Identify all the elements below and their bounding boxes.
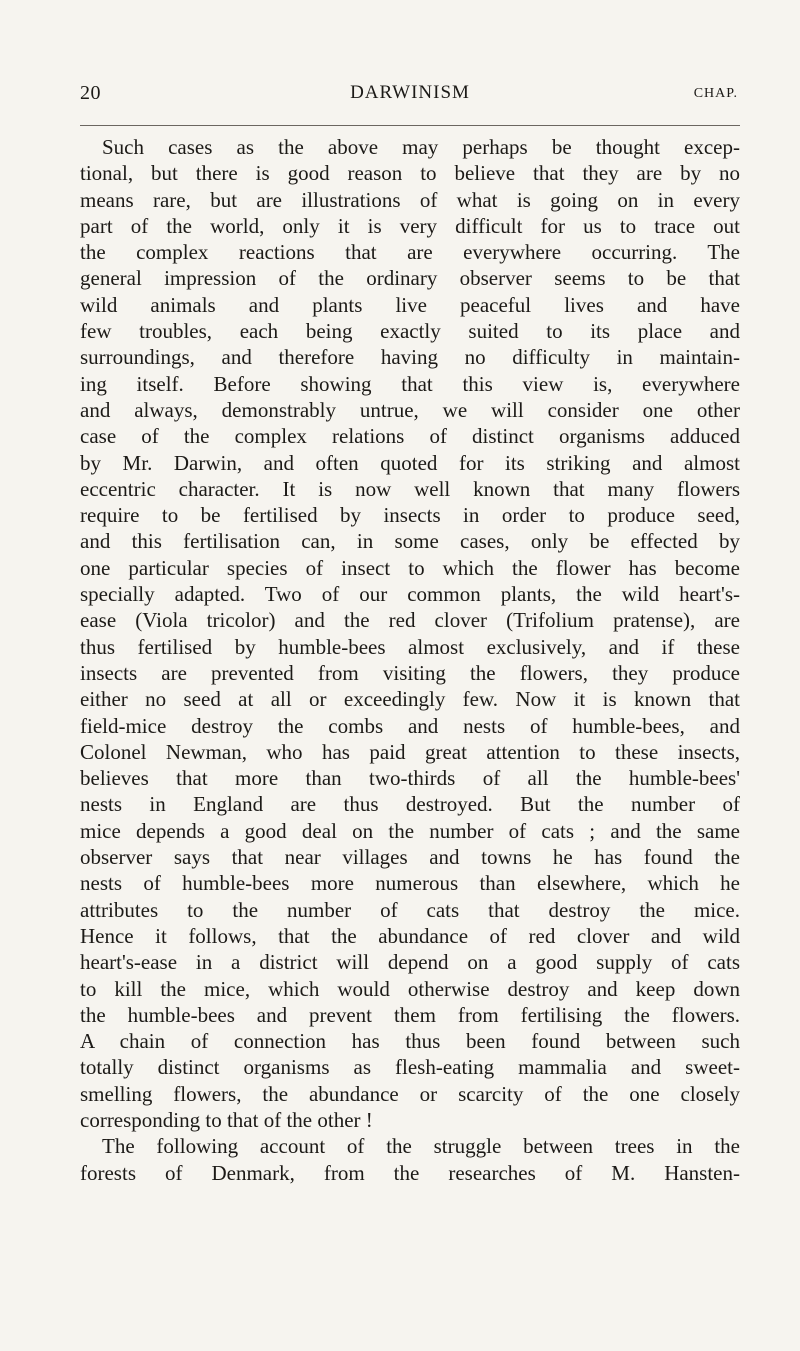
text-line: corresponding to that of the other ! — [80, 1107, 373, 1132]
text-line: surroundings, and therefore having no difficulty in maintain- — [80, 345, 740, 370]
text-line: one particular species of insect to which the flower has become — [80, 555, 740, 580]
text-line: ing itself. Before showing that this view is, everywhere — [80, 371, 740, 396]
text-line: mice depends a good deal on the number of cats ; and the same — [80, 818, 740, 843]
text-line: believes that more than two-thirds of all the humble-bees' — [80, 766, 740, 791]
text-line: ease (Viola tricolor) and the red clover (Trifolium pratense), are — [80, 608, 740, 633]
text-line: tional, but there is good reason to believe that they are by no — [80, 161, 740, 186]
text-line: Colonel Newman, who has paid great attention to these insects, — [80, 739, 740, 764]
text-line: few troubles, each being exactly suited to its place and — [80, 319, 740, 344]
text-line: attributes to the number of cats that destroy the mice. — [80, 897, 740, 922]
text-line: heart's-ease in a district will depend on a good supply of cats — [80, 950, 740, 975]
text-line: nests of humble-bees more numerous than elsewhere, which he — [80, 871, 740, 896]
text-line: general impression of the ordinary observer seems to be that — [80, 266, 740, 291]
text-line: nests in England are thus destroyed. But the number of — [80, 792, 740, 817]
text-line: field-mice destroy the combs and nests of humble-bees, and — [80, 713, 740, 738]
text-line: by Mr. Darwin, and often quoted for its striking and almost — [80, 450, 740, 475]
running-title: DARWINISM — [350, 82, 470, 103]
text-line: the humble-bees and prevent them from fertilising the flowers. — [80, 1002, 740, 1027]
text-line: part of the world, only it is very difficult for us to trace out — [80, 213, 740, 238]
text-line: forests of Denmark, from the researches of M. Hansten- — [80, 1160, 740, 1185]
header-rule — [80, 125, 740, 126]
text-line: means rare, but are illustrations of what is going on in every — [80, 187, 740, 212]
page-header — [76, 82, 744, 112]
text-line: observer says that near villages and towns he has found the — [80, 845, 740, 870]
text-line: and this fertilisation can, in some cases, only be effected by — [80, 529, 740, 554]
text-line: The following account of the struggle between trees in the — [102, 1134, 740, 1159]
text-line: insects are prevented from visiting the flowers, they produce — [80, 660, 740, 685]
text-line: smelling flowers, the abundance or scarcity of the one closely — [80, 1081, 740, 1106]
text-line: and always, demonstrably untrue, we will consider one other — [80, 397, 740, 422]
text-line: thus fertilised by humble-bees almost exclusively, and if these — [80, 634, 740, 659]
body-text — [80, 134, 740, 1186]
text-line: specially adapted. Two of our common plants, the wild heart's- — [80, 582, 740, 607]
text-line: require to be fertilised by insects in order to produce seed, — [80, 503, 740, 528]
page-number: 20 — [80, 82, 101, 104]
text-line: A chain of connection has thus been found between such — [80, 1029, 740, 1054]
text-line: case of the complex relations of distinct organisms adduced — [80, 424, 740, 449]
text-line: either no seed at all or exceedingly few. Now it is known that — [80, 687, 740, 712]
text-line: the complex reactions that are everywhere occurring. The — [80, 240, 740, 265]
text-line: eccentric character. It is now well known that many flowers — [80, 476, 740, 501]
text-line: Such cases as the above may perhaps be thought excep- — [102, 135, 740, 159]
text-line: totally distinct organisms as flesh-eating mammalia and sweet- — [80, 1055, 740, 1080]
chapter-label: CHAP. — [693, 86, 738, 101]
text-line: to kill the mice, which would otherwise destroy and keep down — [80, 976, 740, 1001]
text-line: Hence it follows, that the abundance of red clover and wild — [80, 923, 740, 948]
text-line: wild animals and plants live peaceful lives and have — [80, 292, 740, 317]
